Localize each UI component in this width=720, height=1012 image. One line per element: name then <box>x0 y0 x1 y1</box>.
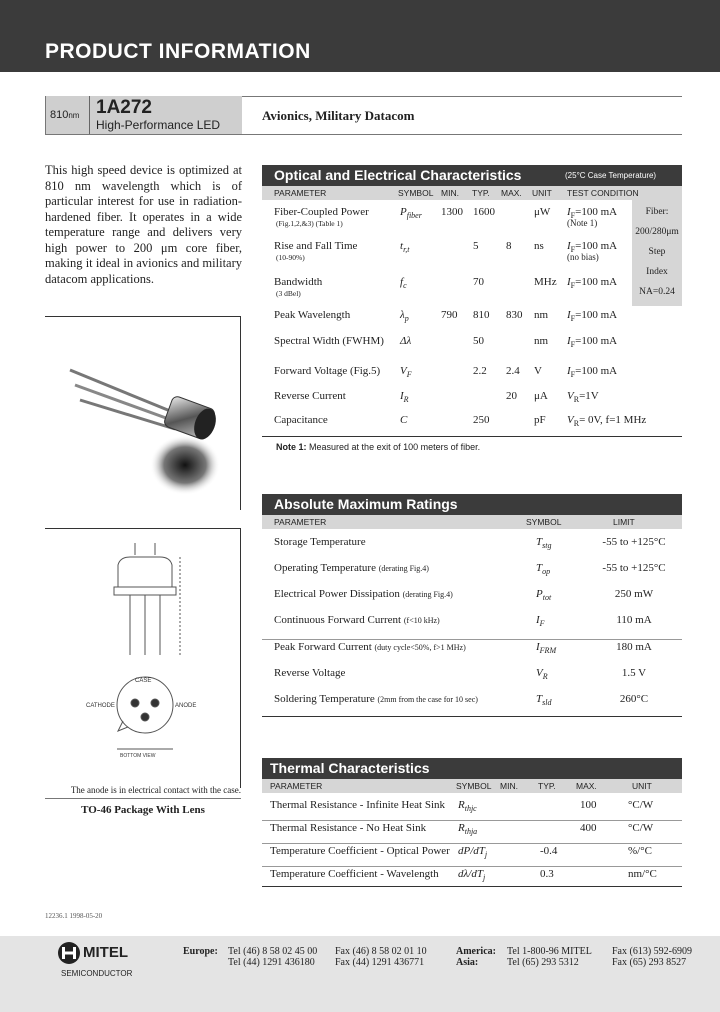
symbol-base: dP/dT <box>458 845 485 857</box>
symbol-subscript: stg <box>542 541 552 551</box>
package-drawing <box>86 535 240 770</box>
part-wavelength: 810nm <box>50 109 80 121</box>
symbol-cell <box>400 335 411 349</box>
symbol-subscript: sld <box>542 698 552 708</box>
unit-cell: pF <box>534 414 546 426</box>
europe-label: Europe: <box>183 946 218 957</box>
param-text: Peak Forward Current <box>274 641 372 653</box>
param-subnote: (3 dBel) <box>276 289 301 298</box>
test-subscript: F <box>570 245 576 255</box>
test-subscript: F <box>570 281 576 291</box>
symbol-subscript: thjc <box>464 804 477 814</box>
param-text: Soldering Temperature <box>274 693 375 705</box>
unit-cell: V <box>534 365 542 377</box>
limit-cell: 250 mW <box>614 588 654 600</box>
asia-fax: Fax (65) 293 8527 <box>612 957 687 968</box>
symbol-base: V <box>400 365 407 377</box>
limit-cell: 180 mA <box>616 641 652 653</box>
intro-text: This high speed device is optimized at 810 nm wavelength which is of particular interest for use in radiation-hardened fiber. It operates in a wide temperature range and delivers very high power to 200 μm core fiber, making it ideal in avionics and military datacom applications. <box>45 163 242 286</box>
limit-cell: -55 to +125°C <box>602 536 666 548</box>
symbol-subscript: j <box>482 873 486 883</box>
symbol-subscript: thja <box>464 827 478 837</box>
test-value: =100 mA <box>575 365 618 377</box>
america-label: America: <box>456 946 496 957</box>
test-value: =100 mA <box>575 309 618 321</box>
test-cell <box>567 414 646 428</box>
header-bar <box>0 0 720 72</box>
optical-table-title: Optical and Electrical Characteristics (25°C Case Temperature) <box>262 165 682 186</box>
symbol-base: f <box>400 276 404 288</box>
param-note: (derating Fig.4) <box>402 590 453 599</box>
table-row <box>262 335 632 361</box>
param-cell <box>274 641 466 653</box>
param-cell: Fiber-Coupled Power <box>274 206 369 218</box>
brand-sub: SEMICONDUCTOR <box>61 969 133 978</box>
divider <box>262 886 682 887</box>
test-cell <box>567 309 617 323</box>
test-note: (Note 1) <box>567 218 598 228</box>
divider <box>45 316 241 317</box>
typ-cell: 0.3 <box>540 868 554 880</box>
min-cell: 790 <box>441 309 458 321</box>
europe-tel-2: Tel (44) 1291 436180 <box>228 957 315 968</box>
max-cell: 20 <box>506 390 517 402</box>
view-label: BOTTOM VIEW <box>120 753 156 759</box>
param-cell: Spectral Width (FWHM) <box>274 335 384 347</box>
param-cell <box>274 536 366 548</box>
led-photo <box>55 330 235 500</box>
part-box <box>45 96 242 134</box>
thermal-table-title: Thermal Characteristics <box>262 758 682 779</box>
param-text: Electrical Power Dissipation <box>274 588 400 600</box>
unit-cell: nm/°C <box>628 868 657 880</box>
max-cell: 2.4 <box>506 365 520 377</box>
typ-cell: 70 <box>473 276 484 288</box>
symbol-subscript: F <box>406 370 412 380</box>
table-row <box>262 276 632 302</box>
part-description: High-Performance LED <box>96 118 221 132</box>
symbol-subscript: r,t <box>403 245 410 255</box>
symbol-cell <box>400 365 412 379</box>
anode-label: ANODE <box>175 703 197 709</box>
table-row <box>262 390 632 416</box>
typ-cell: 5 <box>473 240 479 252</box>
symbol-cell <box>536 693 551 707</box>
europe-fax-2: Fax (44) 1291 436771 <box>335 957 425 968</box>
table-row <box>262 667 682 693</box>
test-value: =100 mA <box>575 240 618 252</box>
symbol-cell <box>458 799 477 813</box>
divider <box>262 843 682 844</box>
divider <box>89 96 90 134</box>
symbol-base: I <box>536 641 540 653</box>
unit-cell: °C/W <box>628 799 654 811</box>
test-symbol: V <box>567 390 574 402</box>
symbol-cell <box>400 309 409 323</box>
param-cell: Temperature Coefficient - Optical Power <box>270 845 450 857</box>
test-symbol: I <box>567 276 571 288</box>
test-subscript: R <box>573 419 580 429</box>
cathode-label: CATHODE <box>86 703 115 709</box>
table-row <box>262 365 632 391</box>
symbol-base: P <box>536 588 543 600</box>
symbol-base: P <box>400 206 407 218</box>
param-text: Continuous Forward Current <box>274 614 402 626</box>
symbol-base: I <box>536 614 540 626</box>
symbol-cell <box>536 641 556 655</box>
param-cell: Temperature Coefficient - Wavelength <box>270 868 439 880</box>
absmax-table-header: PARAMETER SYMBOL LIMIT <box>262 515 682 529</box>
divider <box>45 528 241 529</box>
symbol-subscript: fiber <box>406 211 422 221</box>
param-cell <box>274 693 478 705</box>
param-note: (f<10 kHz) <box>403 616 440 625</box>
unit-cell: MHz <box>534 276 557 288</box>
param-cell <box>274 562 429 574</box>
divider <box>45 798 241 799</box>
table-row <box>262 868 682 894</box>
symbol-cell <box>536 536 551 550</box>
test-symbol: V <box>567 414 574 426</box>
symbol-cell <box>458 822 477 836</box>
symbol-base: T <box>536 562 543 574</box>
divider <box>262 866 682 867</box>
param-cell: Thermal Resistance - Infinite Heat Sink <box>270 799 446 811</box>
limit-cell: 110 mA <box>616 614 652 626</box>
absmax-table-title: Absolute Maximum Ratings <box>262 494 682 515</box>
symbol-base: Δλ <box>400 335 412 347</box>
mitel-logo-icon <box>57 941 81 965</box>
symbol-base: dλ/dT <box>458 868 483 880</box>
europe-tel-1: Tel (46) 8 58 02 45 00 <box>228 946 318 957</box>
asia-tel: Tel (65) 293 5312 <box>507 957 579 968</box>
symbol-base: V <box>536 667 543 679</box>
test-subscript: F <box>570 340 576 350</box>
test-subscript: F <box>570 211 576 221</box>
divider <box>262 716 682 717</box>
footer <box>0 936 720 1012</box>
max-cell: 100 <box>580 799 597 811</box>
symbol-subscript: F <box>539 619 545 629</box>
test-value: =100 mA <box>575 276 618 288</box>
typ-cell: 2.2 <box>473 365 487 377</box>
typ-cell: 50 <box>473 335 484 347</box>
symbol-cell <box>536 562 550 576</box>
table-row <box>262 614 682 640</box>
unit-cell: μA <box>534 390 548 402</box>
test-symbol: I <box>567 365 571 377</box>
package-caption: The anode is in electrical contact with the case. <box>70 785 241 795</box>
param-cell: Capacitance <box>274 414 328 426</box>
symbol-subscript: j <box>484 850 488 860</box>
param-cell <box>274 614 440 626</box>
divider <box>262 639 682 640</box>
max-cell: 8 <box>506 240 512 252</box>
test-cell <box>567 335 617 349</box>
brand-name: MITEL <box>83 944 128 961</box>
param-text: Operating Temperature <box>274 562 376 574</box>
europe-fax-1: Fax (46) 8 58 02 01 10 <box>335 946 427 957</box>
symbol-cell <box>536 667 548 681</box>
divider <box>45 134 682 135</box>
limit-cell: 260°C <box>619 693 649 705</box>
test-value: = 0V, f=1 MHz <box>579 414 647 426</box>
symbol-cell <box>400 390 409 404</box>
america-tel: Tel 1-800-96 MITEL <box>507 946 592 957</box>
param-cell: Bandwidth <box>274 276 323 288</box>
unit-cell: %/°C <box>628 845 652 857</box>
test-value: =100 mA <box>575 335 618 347</box>
optical-note: Note 1: Measured at the exit of 100 meters of fiber. <box>276 442 481 452</box>
symbol-cell <box>400 206 422 220</box>
table-row <box>262 562 682 588</box>
param-text: Storage Temperature <box>274 536 366 548</box>
unit-cell: μW <box>534 206 551 218</box>
test-value: =100 mA <box>575 206 618 218</box>
table-row <box>262 641 682 667</box>
table-row <box>262 240 632 266</box>
param-cell: Peak Wavelength <box>274 309 351 321</box>
test-cell <box>567 276 617 290</box>
part-number: 1A272 <box>96 97 152 118</box>
symbol-base: λ <box>400 309 405 321</box>
unit-cell: nm <box>534 335 549 347</box>
typ-cell: 1600 <box>473 206 495 218</box>
param-text: Reverse Voltage <box>274 667 346 679</box>
test-cell <box>567 390 599 404</box>
limit-cell: -55 to +125°C <box>602 562 666 574</box>
symbol-cell <box>536 614 545 628</box>
param-cell: Reverse Current <box>274 390 346 402</box>
symbol-subscript: R <box>542 672 548 682</box>
max-cell: 400 <box>580 822 597 834</box>
test-subscript: R <box>573 395 580 405</box>
typ-cell: 810 <box>473 309 490 321</box>
divider <box>240 528 241 788</box>
asia-label: Asia: <box>456 957 479 968</box>
symbol-cell <box>458 868 485 882</box>
test-cell <box>567 365 617 379</box>
param-subnote: (Fig.1,2,&3) (Table 1) <box>276 219 343 228</box>
test-symbol: I <box>567 335 571 347</box>
test-symbol: I <box>567 309 571 321</box>
test-subscript: F <box>570 370 576 380</box>
param-cell: Thermal Resistance - No Heat Sink <box>270 822 427 834</box>
max-cell: 830 <box>506 309 523 321</box>
symbol-cell <box>400 414 407 428</box>
america-fax: Fax (613) 592-6909 <box>612 946 692 957</box>
table-row <box>262 309 632 335</box>
param-note: (duty cycle<50%, f>1 MHz) <box>374 643 466 652</box>
param-cell: Forward Voltage (Fig.5) <box>274 365 381 377</box>
symbol-base: T <box>536 693 543 705</box>
test-value: =1V <box>579 390 599 402</box>
unit-cell: °C/W <box>628 822 654 834</box>
divider <box>240 316 241 510</box>
param-note: (2mm from the case for 10 sec) <box>377 695 478 704</box>
symbol-subscript: op <box>542 567 551 577</box>
table-row <box>262 588 682 614</box>
symbol-base: t <box>400 240 404 252</box>
typ-cell: -0.4 <box>540 845 558 857</box>
symbol-base: I <box>400 390 404 402</box>
symbol-cell <box>536 588 551 602</box>
table-row <box>262 206 632 232</box>
package-label: TO-46 Package With Lens <box>81 804 205 816</box>
fiber-spec-box: Fiber: 200/280μm Step Index NA=0.24 <box>632 200 682 306</box>
symbol-base: R <box>458 799 465 811</box>
unit-cell: ns <box>534 240 544 252</box>
symbol-cell <box>400 276 407 290</box>
symbol-base: C <box>400 414 408 426</box>
symbol-cell <box>458 845 487 859</box>
case-label: CASE <box>135 678 152 684</box>
typ-cell: 250 <box>473 414 490 426</box>
thermal-table-header: PARAMETER SYMBOL MIN. TYP. MAX. UNIT <box>262 779 682 793</box>
symbol-cell <box>400 240 410 254</box>
param-cell <box>274 588 453 600</box>
param-subnote: (10-90%) <box>276 253 305 262</box>
param-cell: Rise and Fall Time <box>274 240 358 252</box>
param-note: (derating Fig.4) <box>378 564 429 573</box>
page-title: PRODUCT INFORMATION <box>45 40 311 63</box>
test-subscript: F <box>570 314 576 324</box>
symbol-subscript: c <box>403 281 407 291</box>
test-symbol: I <box>567 240 571 252</box>
test-symbol: I <box>567 206 571 218</box>
applications: Avionics, Military Datacom <box>262 108 415 123</box>
symbol-subscript: R <box>403 395 409 405</box>
limit-cell: 1.5 V <box>621 667 647 679</box>
unit-cell: nm <box>534 309 549 321</box>
test-note: (no bias) <box>567 252 599 262</box>
param-cell <box>274 667 345 679</box>
doc-code: 12236.1 1998-05-20 <box>45 912 103 920</box>
divider <box>262 820 682 821</box>
optical-table-header: PARAMETER SYMBOL MIN. TYP. MAX. UNIT TEST CONDITION <box>262 186 682 200</box>
table-row <box>262 536 682 562</box>
symbol-base: T <box>536 536 543 548</box>
divider <box>262 436 682 437</box>
min-cell: 1300 <box>441 206 463 218</box>
symbol-subscript: FRM <box>539 646 557 656</box>
symbol-base: R <box>458 822 465 834</box>
symbol-subscript: tot <box>542 593 552 603</box>
symbol-subscript: p <box>404 314 409 324</box>
